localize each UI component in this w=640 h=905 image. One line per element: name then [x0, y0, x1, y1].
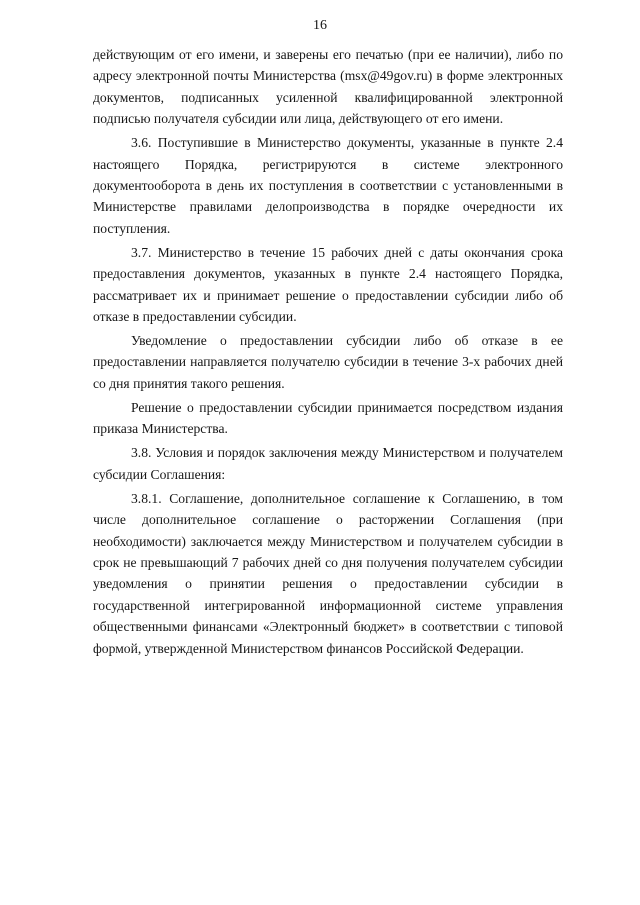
paragraph-continuation: действующим от его имени, и заверены его печатью (при ее наличии), либо по адресу электронной почты Министерства (msx@49gov.ru) в форме электронных документов, подписанных усиленной квалифицированной электронной подписью получателя субсидии или лица, действующего от его имени.	[93, 47, 563, 127]
paragraph-3-6: 3.6. Поступившие в Министерство документы, указанные в пункте 2.4 настоящего Порядка, регистрируются в системе электронного документооборота в день их поступления в соответствии с установленными в Министерстве правилами делопроизводства в порядке очередности их поступления.	[93, 135, 563, 236]
paragraph-notification: Уведомление о предоставлении субсидии либо об отказе в ее предоставлении направляется получателю субсидии в течение 3-х рабочих дней со дня принятия такого решения.	[93, 333, 563, 391]
paragraph-3-8: 3.8. Условия и порядок заключения между Министерством и получателем субсидии Соглашения:	[93, 445, 563, 482]
paragraph-3-8-1: 3.8.1. Соглашение, дополнительное соглашение к Соглашению, в том числе дополнительное соглашение о расторжении Соглашения (при необходимости) заключается между Министерством и получателем субсидии в срок не превышающий 7 рабочих дней со дня получения получателем субсидии уведомления о принятии решения о предоставлении субсидии в государственной интегрированной информационной системе управления общественными финансами «Электронный бюджет» в соответствии с типовой формой, утвержденной Министерством финансов Российской Федерации.	[93, 490, 563, 656]
page-number: 16	[313, 18, 327, 33]
document-body	[93, 44, 563, 662]
paragraph-decision: Решение о предоставлении субсидии принимается посредством издания приказа Министерства.	[93, 399, 563, 437]
paragraph-3-7: 3.7. Министерство в течение 15 рабочих дней с даты окончания срока предоставления документов, указанных в пункте 2.4 настоящего Порядка, рассматривает их и принимает решение о предоставлении субсидии либо об отказе в предоставлении субсидии.	[93, 244, 563, 325]
